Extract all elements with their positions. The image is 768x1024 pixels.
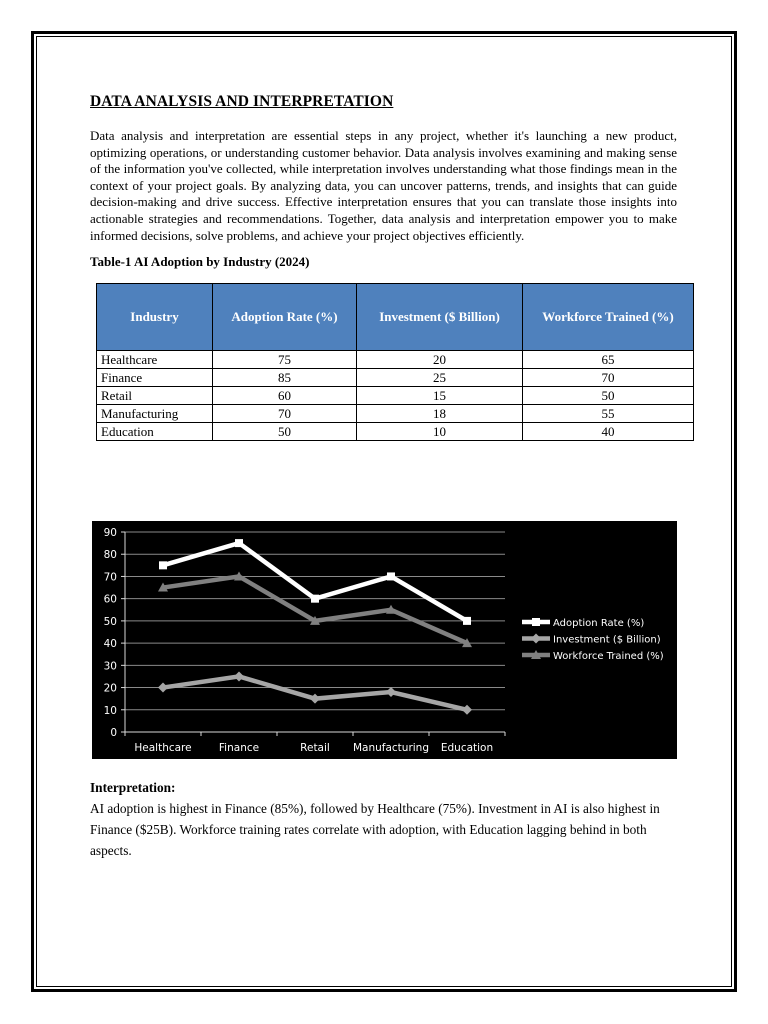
series-line	[163, 576, 467, 643]
x-tick-label: Manufacturing	[352, 742, 430, 754]
intro-paragraph: Data analysis and interpretation are essential steps in any project, whether it's launching a new product, optimizing operations, or understanding customer behavior. Data analysis involves examining and making sense of the information you've collected, while interpretation involves understanding what those findings mean in the context of your project goals. By analyzing data, you can uncover patterns, trends, and insights that can guide decision-making and drive success. Effective interpretation ensures that you can translate those insights into actionable strategies and recommendations. Together, data analysis and interpretation empower you to make informed decisions, solve problems, and achieve your project objectives efficiently.	[90, 128, 677, 243]
legend-label: Adoption Rate (%)	[553, 618, 645, 629]
table-cell: 65	[523, 351, 694, 369]
document-body	[90, 93, 677, 441]
y-tick-label: 10	[103, 704, 117, 717]
adoption-table	[96, 283, 694, 441]
table-cell: 15	[357, 387, 523, 405]
table-cell: 20	[357, 351, 523, 369]
series-line	[163, 676, 467, 709]
table-row	[97, 387, 694, 405]
table-cell: 50	[523, 387, 694, 405]
y-tick-label: 50	[103, 615, 117, 628]
legend-label: Investment ($ Billion)	[553, 634, 661, 646]
table-cell: 85	[213, 369, 357, 387]
table-cell: Manufacturing	[97, 405, 213, 423]
table-cell: 70	[213, 405, 357, 423]
table-cell: 75	[213, 351, 357, 369]
table-cell: 10	[357, 423, 523, 441]
y-tick-label: 80	[103, 549, 117, 562]
table-cell: 40	[523, 423, 694, 441]
table-cell: Healthcare	[97, 351, 213, 369]
y-tick-label: 90	[103, 527, 117, 539]
legend-marker	[531, 634, 541, 644]
table-cell: 25	[357, 369, 523, 387]
table-row	[97, 351, 694, 369]
table-cell: 50	[213, 423, 357, 441]
line-chart	[92, 521, 677, 759]
table-header-cell: Workforce Trained (%)	[523, 284, 694, 351]
table-header-cell: Investment ($ Billion)	[357, 284, 523, 351]
y-tick-label: 60	[103, 593, 117, 606]
table-cell: Education	[97, 423, 213, 441]
y-tick-label: 0	[110, 727, 117, 739]
y-tick-label: 20	[103, 682, 117, 695]
table-cell: 18	[357, 405, 523, 423]
data-point	[463, 617, 471, 625]
table-caption: Table-1 AI Adoption by Industry (2024)	[90, 254, 310, 270]
data-point	[234, 671, 244, 681]
data-point	[235, 539, 243, 547]
data-point	[386, 687, 396, 697]
table-cell: Finance	[97, 369, 213, 387]
table-header-row	[97, 284, 694, 351]
x-tick-label: Finance	[218, 742, 260, 754]
interpretation-block	[90, 777, 690, 861]
data-point	[387, 572, 395, 580]
data-point	[310, 694, 320, 704]
data-point	[159, 561, 167, 569]
table-header-cell: Industry	[97, 284, 213, 351]
x-tick-label: Education	[440, 742, 494, 754]
y-tick-label: 70	[103, 571, 117, 584]
table-row	[97, 423, 694, 441]
legend-label: Workforce Trained (%)	[553, 651, 664, 662]
chart-svg	[92, 521, 677, 759]
table-cell: 70	[523, 369, 694, 387]
data-point	[158, 683, 168, 693]
interpretation-text: AI adoption is highest in Finance (85%), followed by Healthcare (75%). Investment in AI is also highest in Finance ($25B). Workforce training rates correlate with adoption, with Education lagging behind in both aspects.	[90, 801, 660, 858]
table-header-cell: Adoption Rate (%)	[213, 284, 357, 351]
y-tick-label: 30	[103, 660, 117, 673]
table-cell: 55	[523, 405, 694, 423]
table-row	[97, 405, 694, 423]
legend-marker	[532, 618, 540, 626]
table-cell: Retail	[97, 387, 213, 405]
data-point	[462, 705, 472, 715]
table-row	[97, 369, 694, 387]
interpretation-title: Interpretation:	[90, 780, 176, 795]
x-tick-label: Retail	[300, 742, 330, 754]
x-tick-label: Healthcare	[134, 742, 192, 754]
section-heading: DATA ANALYSIS AND INTERPRETATION	[90, 93, 394, 110]
y-tick-label: 40	[103, 638, 117, 651]
table-cell: 60	[213, 387, 357, 405]
data-point	[311, 595, 319, 603]
